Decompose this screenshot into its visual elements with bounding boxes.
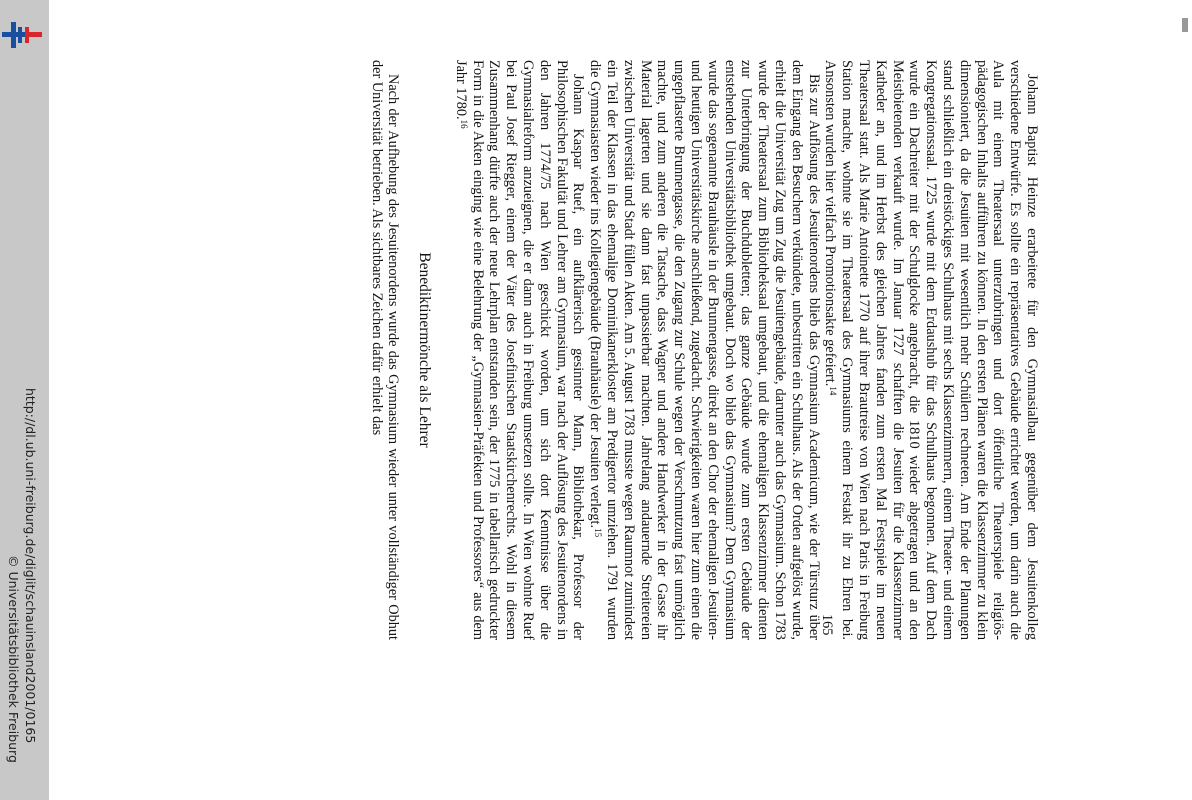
viewer-sidebar [0, 0, 49, 800]
paragraph-text: Johann Baptist Heinze erarbeitete für den Gymnasialbau gegenüber dem Jesuitenkolleg verschiedene Entwürfe. Es sollte ein repräsentatives Gebäude errichtet werden, um darin auch die Aula mit einem Theatersaal unterzubringen und dort öffentliche Theaterspiele religiös-pädagogischen Inhalts aufführen zu können. In den ersten Plänen waren die Klassenzimmer zu klein dimensioniert, da die Jesuiten mit wesentlich mehr Schülern rechneten. Am Ende der Planungen stand schließlich ein dreistöckiges Schulhaus mit sechs Klassenzimmern, einem Theater- und einem Kongregationssaal. 1725 wurde mit dem Erdaushub für das Schulhaus begonnen. Auf dem Dach wurde ein Dachreiter mit der Schulglocke angebracht, die 1810 wieder abgetragen und an den Meistbietenden verkauft wurde. Im Januar 1727 schafften die Jesuiten für die Klassenzimmer Katheder an, und im Herbst des gleichen Jahres fanden zum ersten Mal Festspiele im neuen Theatersaal statt. Als Marie Antoinette 1770 auf ihrer Brautreise von Wien nach Paris in Freiburg Station machte, wohnte sie im Theatersaal des Gymnasiums einem Festakt ihr zu Ehren bei. Ansonsten wurden hier vielfach Promotionsakte gefeiert. [822, 60, 1040, 640]
paragraph-text: Johann Kaspar Ruef, ein aufklärerisch gesinnter Mann, Bibliothekar, Professor der Philosophischen Fakultät und Lehrer am Gymnasium, war nach der Auflösung des Jesuitenordens in den Jahren 1774/75 nach Wien geschickt worden, um sich dort Kenntnisse über die Gymnasialreform anzueignen, die er dann auch in Freiburg umsetzen sollte. In Wien wohnte Ruef bei Paul Josef Riegger, einem der Väter des Josefinischen Staatskirchenrechts. Wohl in diesem Zusammenhang dürfte auch der neue Lehrplan entstanden sein, der 1775 in tabellarisch gedruckter Form in die Akten einging wie eine Belehrung der „Gymnasien-Präfekten und Professores“ aus dem Jahr 1780. [452, 60, 587, 640]
paragraph-3 [452, 60, 586, 640]
paragraph-1 [822, 60, 1040, 640]
page-text-column [368, 60, 1040, 640]
paragraph-text: Nach der Aufhebung des Jesuitenordens wurde das Gymnasium wieder unter vollständiger Obhut der Universität betrieben. Als sichtbares Zeichen dafür erhielt das [368, 60, 402, 640]
footnote-ref: 14 [828, 386, 839, 396]
footnote-ref: 16 [458, 119, 469, 129]
paragraph-4 [368, 60, 402, 640]
footnote-ref: 15 [593, 528, 604, 538]
page-number: 165 [819, 614, 835, 636]
section-heading: Benediktinermönche als Lehrer [416, 252, 434, 448]
copyright-notice: © Universitätsbibliothek Freiburg [6, 555, 21, 763]
page-edge-marker [1182, 18, 1188, 32]
paragraph-text: Bis zur Auflösung des Jesuitenordens blieb das Gymnasium Academicum, wie der Türsturz über dem Eingang den Besuchern verkündete, unbestritten ein Schulhaus. Als der Orden aufgelöst wurde, erhielt die Universität Zug um Zug die Jesuitengebäude, darunter auch das Gymnasium. Schon 1783 wurde der Theatersaal zum Bibliotheksaal umgebaut, und die ehemaligen Klassenzimmer dienten zur Unterbringung der Buchdubletten; das ganze Gebäude wurde zum ersten Gebäude der entstehenden Universitätsbibliothek umgebaut. Doch wo blieb das Gymnasium? Dem Gymnasium wurde das sogenannte Brauhäusle in der Brunnengasse, direkt an den Chor der ehemaligen Jesuiten- und heutigen Universitätskirche anschließend, zugedacht. Schwierigkeiten waren hier zum einen die ungepflasterte Brunnengasse, die den Zugang zur Schule wegen der Verschmutzung fast unmöglich machte, und zum anderen die Tatsache, dass Wagner und andere Handwerker in der Gasse ihr Material lagerten und sie dann fast unpassierbar machten. Jahrelang andauernde Streitereien zwischen Universität und Stadt füllen Akten. Am 5. August 1783 musste wegen Raumnot zumindest ein Teil der Klassen in das ehemalige Dominikanerkloster am Predigertor umziehen. 1791 wurden die Gymnasiasten wieder ins Kollegiengebäude (Brauhäusle) der Jesuiten verlegt. [587, 60, 822, 640]
paragraph-2 [586, 60, 821, 640]
scanned-page [240, 0, 1040, 800]
source-url[interactable]: http://dl.ub.uni-freiburg.de/diglit/schauinsland2001/0165 [23, 388, 38, 744]
ub-freiburg-logo-icon [2, 10, 42, 50]
